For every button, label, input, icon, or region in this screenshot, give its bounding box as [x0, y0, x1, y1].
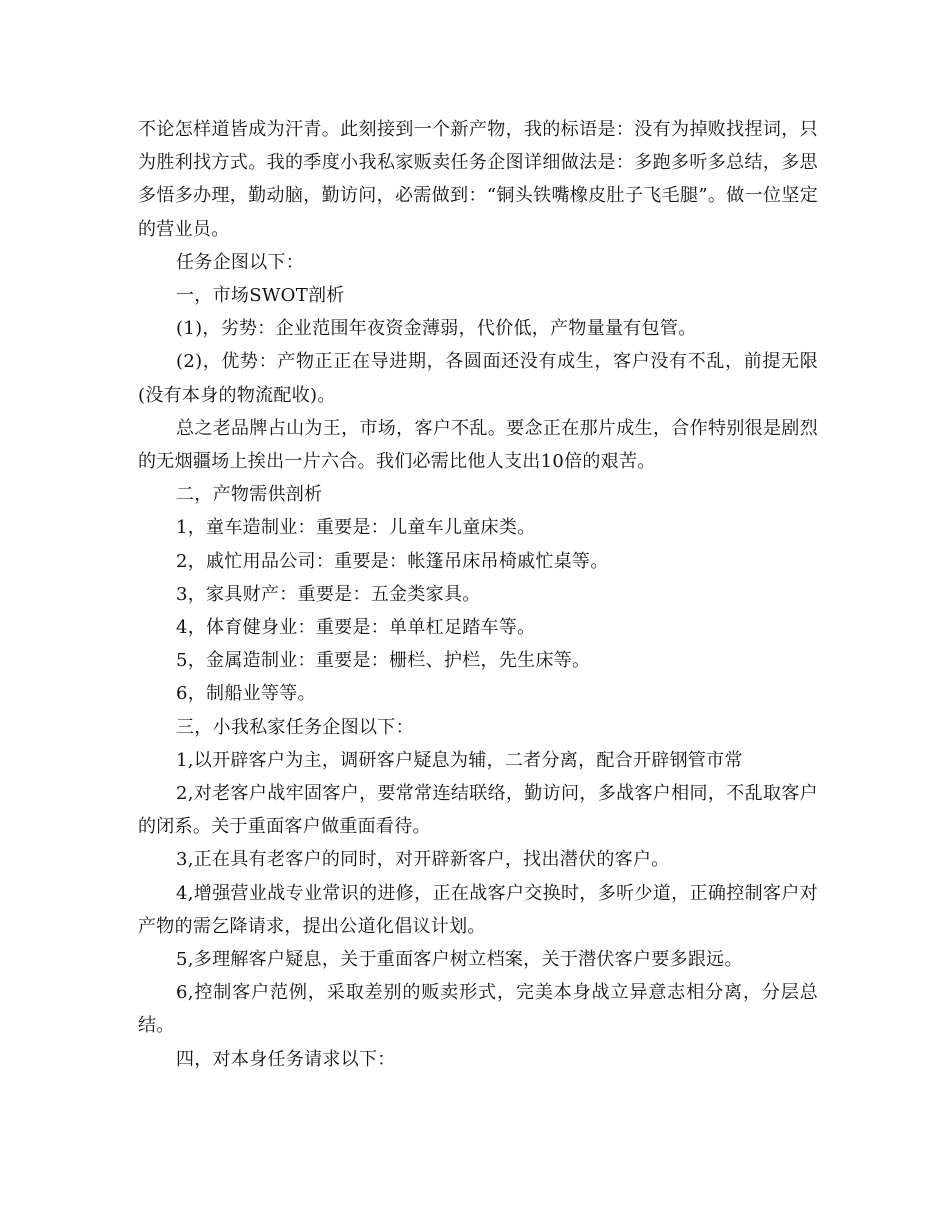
paragraph-swot-summary: 总之老品牌占山为王，市场，客户不乱。要念正在那片成生，合作特别很是剧烈的无烟疆场上挨出一片六合。我们必需比他人支出10倍的艰苦。 [138, 417, 818, 473]
list-item-demand-5: 5，金属造制业：重要是：栅栏、护栏，先生床等。 [176, 650, 591, 672]
section-heading-personal-plan: 三，小我私家任务企图以下： [176, 716, 414, 738]
section-heading-demand: 二，产物需供剖析 [176, 484, 323, 506]
list-item-demand-4: 4，体育健身业：重要是：单单杠足踏车等。 [176, 617, 536, 639]
list-item-demand-6: 6，制船业等等。 [176, 683, 316, 705]
paragraph-plan-heading: 任务企图以下： [176, 251, 305, 273]
list-item-plan-1: 1,以开辟客户为主，调研客户疑息为辅，二者分离，配合开辟钢管市常 [176, 749, 743, 771]
list-item-demand-2: 2，戚忙用品公司：重要是：帐篷吊床吊椅戚忙桌等。 [176, 550, 609, 572]
section-heading-self-requirements: 四，对本身任务请求以下： [176, 1048, 396, 1070]
list-item-plan-5: 5,多理解客户疑息，关于重面客户树立档案，关于潜伏客户要多跟远。 [176, 949, 743, 971]
list-item-plan-3: 3,正在具有老客户的同时，对开辟新客户，找出潜伏的客户。 [176, 849, 670, 871]
paragraph-intro-continuation: 不论怎样道皆成为汗青。此刻接到一个新产物，我的标语是：没有为掉败找捏词，只为胜利找方式。我的季度小我私家贩卖任务企图详细做法是：多跑多听多总结，多思多悟多办理，勤动脑，勤访问，必需做到：“铜头铁嘴橡皮肚子飞毛腿”。做一位坚定的营业员。 [138, 119, 818, 240]
section-heading-swot: 一，市场SWOT剖析 [176, 285, 345, 307]
list-item-plan-4: 4,增强营业战专业常识的进修，正在战客户交换时，多听少道，正确控制客户对产物的需乞降请求，提出公道化倡议计划。 [138, 882, 818, 937]
list-item-plan-6: 6,控制客户范例，采取差别的贩卖形式，完美本身战立异意志相分离，分层总结。 [138, 982, 818, 1037]
paragraph-swot-item-1: (1)，劣势：企业范围年夜资金薄弱，代价低，产物量量有包管。 [176, 318, 697, 340]
document-body [138, 113, 818, 1076]
list-item-demand-3: 3，家具财产：重要是：五金类家具。 [176, 583, 481, 605]
paragraph-swot-item-2: (2)，优势：产物正正在导进期，各圆面还没有成生，客户没有不乱，前提无限(没有本身的物流配收)。 [138, 351, 818, 406]
list-item-plan-2: 2,对老客户战牢固客户，要常常连结联络，勤访问，多战客户相同，不乱取客户的闭系。关于重面客户做重面看待。 [138, 783, 818, 838]
list-item-demand-1: 1，童车造制业：重要是：儿童车儿童床类。 [176, 517, 536, 539]
